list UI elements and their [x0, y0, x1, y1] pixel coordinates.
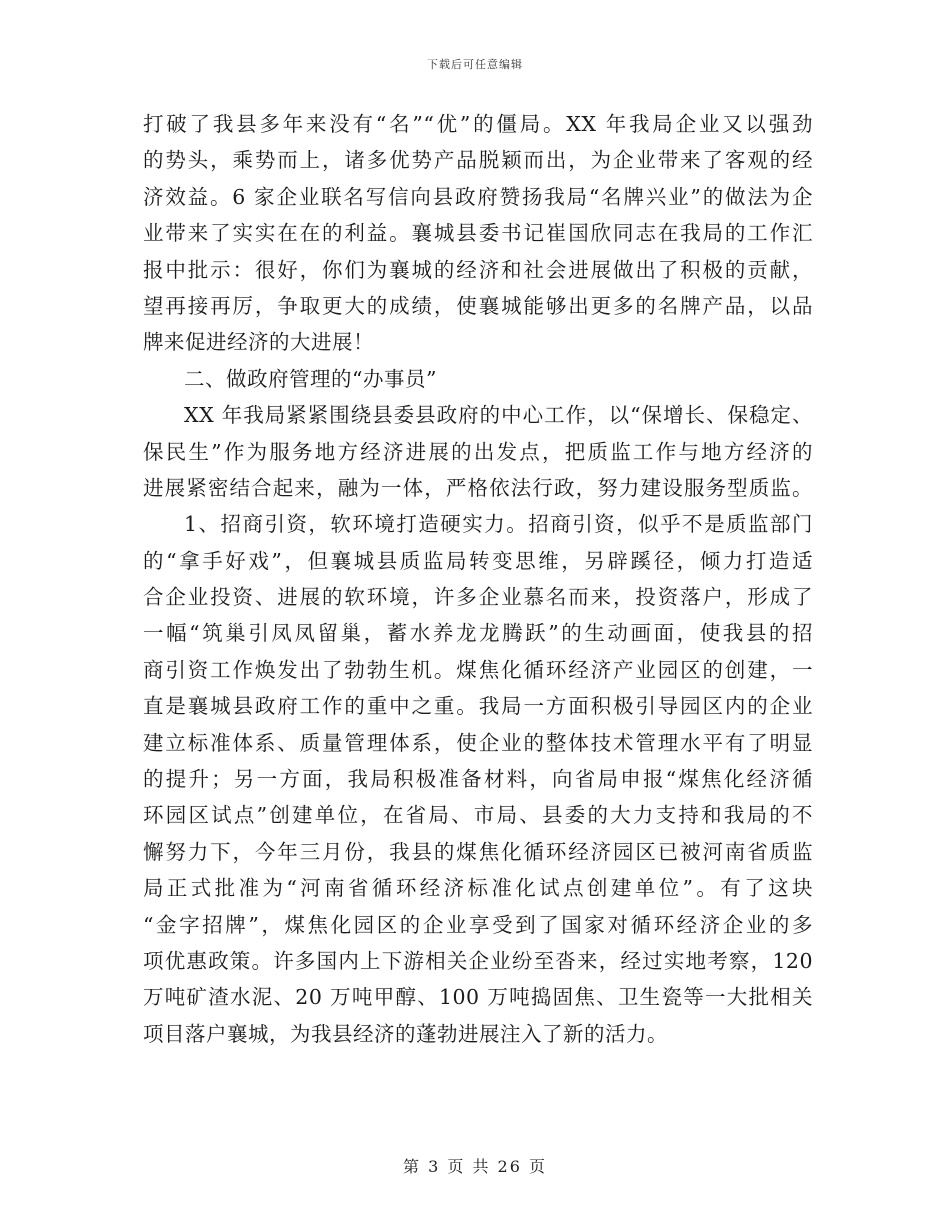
- text-line: 业带来了实实在在的利益。襄城县委书记崔国欣同志在我局的工作汇: [143, 221, 813, 246]
- text-line: XX 年我局紧紧围绕县委县政府的中心工作，以“保增长、保稳定、: [184, 403, 813, 428]
- text-line: 打破了我县多年来没有“名”“优”的僵局。XX 年我局企业又以强劲: [143, 112, 813, 136]
- text-line: 建立标准体系、质量管理体系，使企业的整体技术管理水平有了明显: [143, 730, 813, 755]
- text-line: 项目落户襄城，为我县经济的蓬勃进展注入了新的活力。: [143, 1021, 668, 1046]
- text-line: 的提升；另一方面，我局积极准备材料，向省局申报“煤焦化经济循: [143, 767, 813, 792]
- text-line: “金字招牌”，煤焦化园区的企业享受到了国家对循环经济企业的多: [143, 912, 813, 937]
- text-line: 望再接再厉，争取更大的成绩，使襄城能够出更多的名牌产品，以品: [143, 293, 813, 318]
- text-line: 局正式批准为“河南省循环经济标准化试点创建单位”。有了这块: [143, 876, 813, 901]
- text-line: 项优惠政策。许多国内上下游相关企业纷至沓来，经过实地考察，120: [143, 948, 813, 973]
- text-line: 的“拿手好戏”，但襄城县质监局转变思维，另辟蹊径，倾力打造适: [143, 548, 813, 573]
- text-line: 合企业投资、进展的软环境，许多企业慕名而来，投资落户，形成了: [143, 585, 813, 610]
- text-line: 环园区试点”创建单位，在省局、市局、县委的大力支持和我局的不: [143, 803, 813, 828]
- section-heading: 二、做政府管理的“办事员”: [184, 366, 437, 391]
- page-number-footer: 第 3 页 共 26 页: [403, 1157, 547, 1176]
- text-line: 一幅“筑巢引凤凤留巢，蓄水养龙龙腾跃”的生动画面，使我县的招: [143, 621, 813, 646]
- text-line: 懈努力下，今年三月份，我县的煤焦化循环经济园区已被河南省质监: [143, 839, 813, 864]
- document-body: [143, 106, 813, 1052]
- text-line: 1、招商引资，软环境打造硬实力。招商引资，似乎不是质监部门: [184, 512, 813, 537]
- text-line: 的势头，乘势而上，诸多优势产品脱颖而出，为企业带来了客观的经: [143, 148, 813, 173]
- text-line: 进展紧密结合起来，融为一体，严格依法行政，努力建设服务型质监。: [143, 475, 813, 500]
- text-line: 万吨矿渣水泥、20 万吨甲醇、100 万吨捣固焦、卫生瓷等一大批相关: [143, 985, 813, 1010]
- text-line: 济效益。6 家企业联名写信向县政府赞扬我局“名牌兴业”的做法为企: [143, 184, 813, 209]
- text-line: 保民生”作为服务地方经济进展的出发点，把质监工作与地方经济的: [143, 439, 813, 464]
- text-line: 牌来促进经济的大进展！: [143, 330, 374, 355]
- page-header: 下载后可任意编辑: [427, 58, 523, 71]
- text-line: 商引资工作焕发出了勃勃生机。煤焦化循环经济产业园区的创建，一: [143, 657, 813, 682]
- text-line: 报中批示：很好，你们为襄城的经济和社会进展做出了积极的贡献，: [143, 257, 813, 282]
- text-line: 直是襄城县政府工作的重中之重。我局一方面积极引导园区内的企业: [143, 694, 813, 719]
